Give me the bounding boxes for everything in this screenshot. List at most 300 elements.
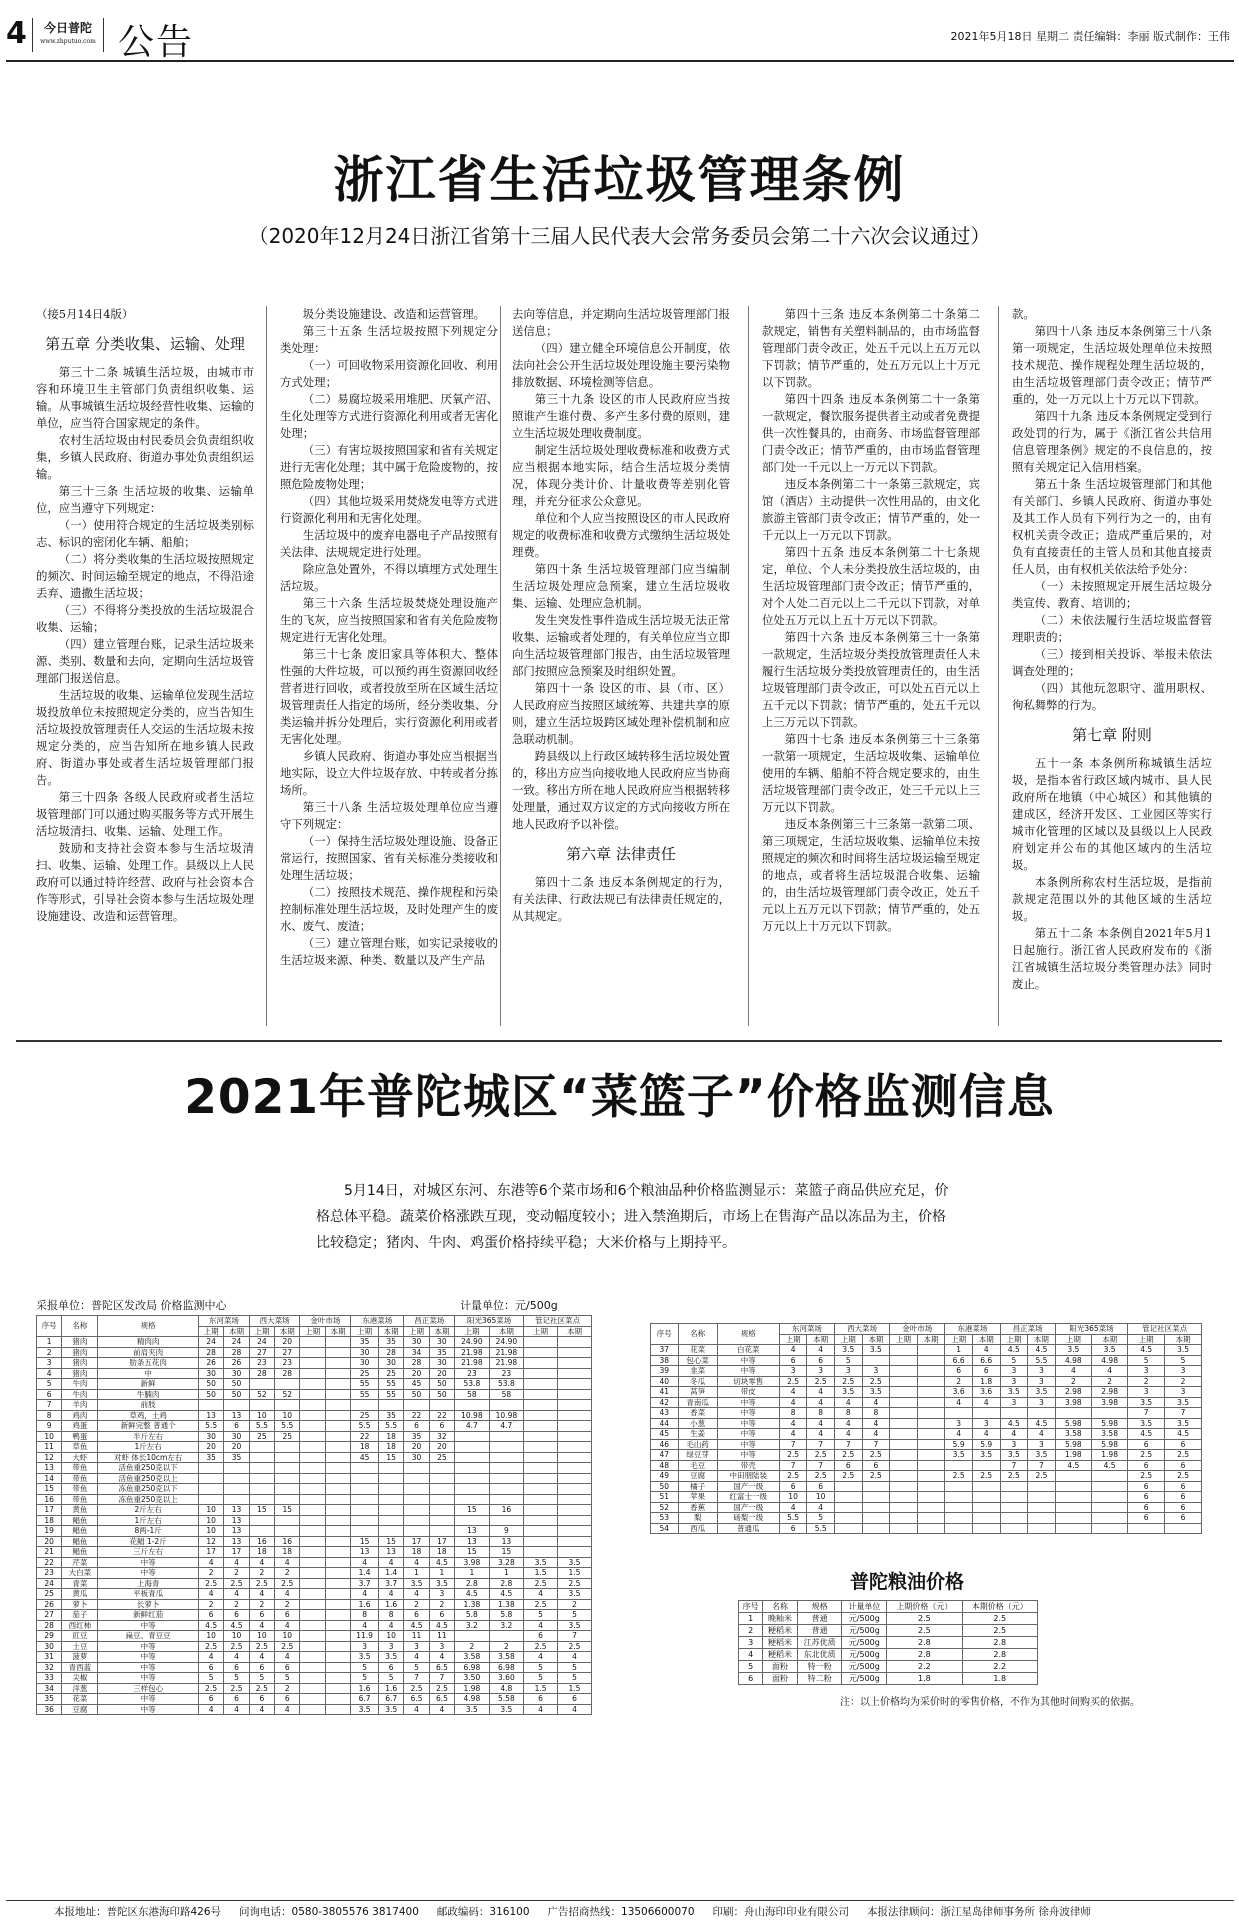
table-cell: 6: [1165, 1460, 1202, 1471]
table-cell: 30: [351, 1347, 379, 1358]
table-cell: 包心菜: [678, 1355, 717, 1366]
table-cell: 2: [739, 1625, 763, 1637]
col-header: 名称: [678, 1324, 717, 1345]
table-cell: 豆腐: [678, 1471, 717, 1482]
table-cell: 30: [224, 1368, 249, 1379]
table-cell: [198, 1400, 223, 1411]
table-row: [651, 1439, 1202, 1450]
article-paragraph: 生活垃圾中的废弃电器电子产品按照有关法律、法规规定进行处理。: [280, 528, 498, 559]
table-cell: 4: [249, 1557, 274, 1568]
table-cell: [834, 1523, 862, 1534]
table-cell: 青菜: [62, 1578, 98, 1589]
table-cell: 前肢: [98, 1400, 199, 1411]
table-cell: 芹菜: [62, 1557, 98, 1568]
table-cell: 45: [651, 1429, 679, 1440]
table-cell: 2: [1055, 1376, 1091, 1387]
table-cell: 中等: [98, 1694, 199, 1705]
grain-price-table: [738, 1600, 1038, 1685]
table-cell: [557, 1463, 591, 1474]
table-cell: [275, 1463, 300, 1474]
table-cell: [275, 1484, 300, 1495]
column-rule: [266, 306, 267, 1026]
table-cell: 23: [249, 1358, 274, 1369]
table-cell: 15: [275, 1505, 300, 1516]
table-cell: 16: [275, 1536, 300, 1547]
table-cell: [325, 1568, 350, 1579]
table-cell: [378, 1400, 403, 1411]
table-cell: [378, 1505, 403, 1516]
table-cell: 30: [404, 1337, 429, 1348]
table-cell: 2.5: [1128, 1471, 1165, 1482]
table-cell: 3: [1000, 1397, 1028, 1408]
table-cell: 中等: [98, 1557, 199, 1568]
table-cell: 2: [275, 1683, 300, 1694]
table-cell: 4: [945, 1429, 973, 1440]
table-cell: 21.98: [489, 1347, 524, 1358]
table-cell: [275, 1494, 300, 1505]
table-cell: 带鱼: [62, 1484, 98, 1495]
table-cell: 4: [779, 1345, 807, 1356]
table-cell: [489, 1631, 524, 1642]
table-cell: 27: [249, 1347, 274, 1358]
table-row: [651, 1460, 1202, 1471]
table-cell: 13: [455, 1526, 490, 1537]
table-cell: 3: [1128, 1366, 1165, 1377]
column-body: [762, 306, 980, 935]
table-cell: [890, 1513, 918, 1524]
table-cell: 元/500g: [842, 1637, 887, 1649]
footer-rule: [6, 1900, 1234, 1901]
table-row: [37, 1704, 592, 1715]
table-cell: 29: [37, 1631, 62, 1642]
col-header: 规格: [717, 1324, 779, 1345]
table-cell: [1091, 1513, 1127, 1524]
table-cell: [429, 1494, 454, 1505]
table-cell: 4: [378, 1589, 403, 1600]
table-cell: 1.5: [524, 1568, 558, 1579]
table-cell: [890, 1481, 918, 1492]
period-header: 本期: [429, 1326, 454, 1337]
table-row: [651, 1502, 1202, 1513]
table-cell: [300, 1568, 325, 1579]
table-row: [37, 1652, 592, 1663]
table-cell: 5: [1000, 1355, 1028, 1366]
column-body: [280, 306, 498, 969]
table-cell: [351, 1494, 379, 1505]
table-cell: 17: [429, 1536, 454, 1547]
table-cell: 红富士一级: [717, 1492, 779, 1503]
table-cell: 4: [972, 1345, 1000, 1356]
price-table-2: [650, 1323, 1202, 1534]
table-cell: 18: [429, 1547, 454, 1558]
source-label: 采报单位：普陀区发改局 价格监测中心: [36, 1299, 227, 1312]
table-cell: 7: [404, 1673, 429, 1684]
article-paragraph: （二）将分类收集的生活垃圾按照规定的频次、时间运输至规定的地点，不得沿途丢弃、遗撒生活垃圾；: [36, 552, 254, 600]
table-cell: 30: [198, 1431, 223, 1442]
table-cell: [489, 1484, 524, 1495]
table-cell: 7: [834, 1439, 862, 1450]
table-cell: [404, 1473, 429, 1484]
table-cell: 16: [489, 1505, 524, 1516]
table-cell: [325, 1484, 350, 1495]
table-cell: 苹果: [678, 1492, 717, 1503]
table-cell: 中等: [98, 1620, 199, 1631]
table-cell: 4: [862, 1397, 890, 1408]
table-cell: [489, 1473, 524, 1484]
article-paragraph: （三）不得将分类投放的生活垃圾混合收集、运输；: [36, 603, 254, 634]
table-cell: 粳稻米: [763, 1637, 798, 1649]
table-row: [37, 1673, 592, 1684]
table-cell: 元/500g: [842, 1649, 887, 1661]
table-cell: 2: [429, 1599, 454, 1610]
table-cell: [249, 1494, 274, 1505]
table-cell: 10: [224, 1631, 249, 1642]
table-cell: 5: [37, 1379, 62, 1390]
table-cell: [325, 1463, 350, 1474]
table-cell: [524, 1536, 558, 1547]
table-cell: 5.98: [1055, 1418, 1091, 1429]
table-cell: 3.5: [834, 1387, 862, 1398]
table-cell: 4: [807, 1387, 835, 1398]
table-cell: 10: [779, 1492, 807, 1503]
table-cell: 2: [455, 1641, 490, 1652]
table-cell: 30: [37, 1641, 62, 1652]
table-cell: [890, 1355, 918, 1366]
table-cell: 4: [378, 1620, 403, 1631]
table-cell: [455, 1452, 490, 1463]
table-cell: 2.5: [557, 1641, 591, 1652]
period-header: 本期: [1091, 1334, 1127, 1345]
date-line: 2021年5月18日 星期二 责任编辑：李丽 版式制作：王伟: [950, 30, 1230, 43]
table-cell: 55: [351, 1379, 379, 1390]
table-cell: [325, 1379, 350, 1390]
table-cell: 24: [37, 1578, 62, 1589]
table-cell: 冻鱼重250克以上: [98, 1494, 199, 1505]
period-header: 上期: [945, 1334, 973, 1345]
table-cell: 3.5: [351, 1704, 379, 1715]
table-cell: [325, 1400, 350, 1411]
table-cell: 35: [378, 1410, 403, 1421]
table-cell: 50: [429, 1379, 454, 1390]
table-cell: 5: [224, 1673, 249, 1684]
period-header: 上期: [1000, 1334, 1028, 1345]
table-cell: 3: [1028, 1397, 1056, 1408]
table-cell: 特一粉: [797, 1661, 842, 1673]
table-cell: [404, 1400, 429, 1411]
section-divider: [16, 1040, 1222, 1042]
table-cell: 肋条五花肉: [98, 1358, 199, 1369]
table-cell: 13: [378, 1547, 403, 1558]
table-cell: 2.5: [1028, 1471, 1056, 1482]
table-cell: 毛豆: [678, 1460, 717, 1471]
table-cell: 34: [37, 1683, 62, 1694]
article-paragraph: 第四十八条 违反本条例第三十八条第一项规定，生活垃圾处理单位未按照技术规范、操作规程处理生活垃圾的，由生活垃圾管理部门责令改正；情节严重的，处一万元以上十万元以下罚款。: [1012, 324, 1212, 406]
table-cell: 2.5: [524, 1578, 558, 1589]
price-table-1: [36, 1315, 592, 1715]
table-row: [37, 1379, 592, 1390]
table-cell: 4.7: [489, 1421, 524, 1432]
table-row: [651, 1355, 1202, 1366]
table-cell: 4.5: [1028, 1345, 1056, 1356]
table-cell: [524, 1379, 558, 1390]
table-cell: 9: [489, 1526, 524, 1537]
table-cell: 2.5: [807, 1471, 835, 1482]
table-cell: 58: [455, 1389, 490, 1400]
table-cell: 3.5: [524, 1557, 558, 1568]
article-paragraph: （三）建立管理台账，如实记录接收的生活垃圾来源、种类、数量以及产生产品: [280, 936, 498, 967]
table-cell: 1.6: [378, 1599, 403, 1610]
table-cell: [890, 1408, 918, 1419]
table-cell: 2.5: [198, 1683, 223, 1694]
table-cell: [557, 1484, 591, 1495]
table-cell: 5.98: [1091, 1439, 1127, 1450]
table-row: [37, 1431, 592, 1442]
table-cell: [404, 1484, 429, 1495]
table-row: [37, 1442, 592, 1453]
table-cell: 53: [651, 1513, 679, 1524]
table-cell: [1091, 1471, 1127, 1482]
market-header: 东河菜场: [198, 1316, 249, 1327]
table-cell: [300, 1379, 325, 1390]
table-row: [37, 1610, 592, 1621]
table-cell: 菠萝: [62, 1652, 98, 1663]
table-cell: [325, 1347, 350, 1358]
table-cell: [524, 1358, 558, 1369]
table-cell: 6: [1165, 1439, 1202, 1450]
table-cell: 6: [779, 1523, 807, 1534]
table-cell: 4: [429, 1652, 454, 1663]
table-cell: 14: [37, 1473, 62, 1484]
table-cell: 普通瓜: [717, 1523, 779, 1534]
table-cell: 牛腩肉: [98, 1389, 199, 1400]
table-cell: 15: [351, 1536, 379, 1547]
table-row: [37, 1526, 592, 1537]
table-cell: 3: [404, 1641, 429, 1652]
table-cell: 13: [224, 1526, 249, 1537]
table-cell: 香菜: [678, 1408, 717, 1419]
table-cell: 元/500g: [842, 1625, 887, 1637]
article-paragraph: （二）未依法履行生活垃圾监督管理职责的；: [1012, 613, 1212, 644]
table-cell: 13: [224, 1515, 249, 1526]
table-cell: 韭菜: [678, 1366, 717, 1377]
table-cell: [945, 1408, 973, 1419]
table-cell: [249, 1515, 274, 1526]
table-cell: 4: [779, 1502, 807, 1513]
table-cell: 2.8: [455, 1578, 490, 1589]
table-cell: 4: [807, 1345, 835, 1356]
table-row: [651, 1513, 1202, 1524]
table-row: [651, 1523, 1202, 1534]
table-cell: 13: [455, 1536, 490, 1547]
table-cell: 鲳鱼: [62, 1536, 98, 1547]
table-cell: 2.5: [887, 1613, 962, 1625]
table-cell: [524, 1431, 558, 1442]
table-cell: 7: [779, 1439, 807, 1450]
table-cell: 20: [404, 1442, 429, 1453]
table-cell: [325, 1389, 350, 1400]
table-cell: 6.7: [351, 1694, 379, 1705]
table-cell: [862, 1513, 890, 1524]
table-cell: 3.58: [1091, 1429, 1127, 1440]
table-cell: [1028, 1523, 1056, 1534]
table-cell: 6.5: [429, 1694, 454, 1705]
table-cell: 2.5: [275, 1578, 300, 1589]
table-cell: 平板青瓜: [98, 1589, 199, 1600]
table-cell: 1.98: [1055, 1450, 1091, 1461]
table-cell: 青南瓜: [678, 1397, 717, 1408]
table-cell: [455, 1631, 490, 1642]
table-cell: 32: [429, 1431, 454, 1442]
table-cell: 4: [275, 1557, 300, 1568]
table-cell: 2.2: [962, 1661, 1037, 1673]
table-cell: 10: [275, 1410, 300, 1421]
table-cell: 4.5: [1000, 1418, 1028, 1429]
table-cell: 5: [378, 1673, 403, 1684]
table-cell: 3: [1165, 1387, 1202, 1398]
table-cell: 冬瓜: [678, 1376, 717, 1387]
table-cell: 6: [972, 1366, 1000, 1377]
article-column-1: [36, 306, 254, 1026]
table-cell: [557, 1379, 591, 1390]
article-paragraph: 跨县级以上行政区域转移生活垃圾处置的，移出方应当向接收地人民政府应当协商一致。移出方所在地人民政府应当根据转移处理量，通过双方议定的方式向接收方所在地人民政府予以补偿。: [512, 749, 730, 831]
table-cell: 20: [37, 1536, 62, 1547]
table-cell: 18: [37, 1515, 62, 1526]
table-cell: 1.98: [1091, 1450, 1127, 1461]
table-cell: [1028, 1492, 1056, 1503]
table-cell: [917, 1376, 945, 1387]
table-cell: 绿豆芽: [678, 1450, 717, 1461]
table-cell: [1028, 1481, 1056, 1492]
article-paragraph: （三）接到相关投诉、举报未依法调查处理的；: [1012, 647, 1212, 678]
table-cell: 33: [37, 1673, 62, 1684]
table-cell: [557, 1473, 591, 1484]
table-cell: 6: [739, 1673, 763, 1685]
table-cell: [557, 1368, 591, 1379]
table-cell: 5: [404, 1662, 429, 1673]
table-cell: [198, 1463, 223, 1474]
table-cell: [300, 1400, 325, 1411]
table-cell: 20: [275, 1337, 300, 1348]
table-cell: 4: [834, 1418, 862, 1429]
table-cell: [455, 1442, 490, 1453]
table-cell: [300, 1358, 325, 1369]
table-cell: 带鱼: [62, 1494, 98, 1505]
table-cell: 30: [224, 1431, 249, 1442]
table-cell: [557, 1410, 591, 1421]
table-cell: 40: [651, 1376, 679, 1387]
table-cell: [325, 1694, 350, 1705]
article-paragraph: 本条例所称农村生活垃圾，是指前款规定范围以外的其他区域的生活垃圾。: [1012, 875, 1212, 923]
table-cell: 18: [249, 1547, 274, 1558]
table-cell: 3.28: [489, 1557, 524, 1568]
table-cell: 5.58: [489, 1694, 524, 1705]
table-cell: 52: [275, 1389, 300, 1400]
table-cell: 15: [455, 1505, 490, 1516]
table-cell: [224, 1463, 249, 1474]
col-header: 本期价格（元）: [962, 1601, 1037, 1613]
table-cell: [917, 1471, 945, 1482]
table-cell: 6: [1128, 1481, 1165, 1492]
table-cell: 55: [378, 1389, 403, 1400]
table-cell: 6: [224, 1662, 249, 1673]
table-cell: 4: [351, 1589, 379, 1600]
table-cell: 49: [651, 1471, 679, 1482]
table-cell: 4: [779, 1397, 807, 1408]
article-column-2: [280, 306, 498, 1026]
table-cell: [557, 1526, 591, 1537]
period-header: 本期: [557, 1326, 591, 1337]
table-cell: 新鲜红茄: [98, 1610, 199, 1621]
table-cell: 1: [455, 1568, 490, 1579]
table-cell: 3.5: [1165, 1345, 1202, 1356]
table-cell: 10: [198, 1631, 223, 1642]
table-cell: 17: [198, 1547, 223, 1558]
table-cell: [917, 1492, 945, 1503]
table-cell: [1091, 1523, 1127, 1534]
table-cell: [325, 1473, 350, 1484]
table-cell: [834, 1513, 862, 1524]
table-cell: 31: [37, 1652, 62, 1663]
chapter-heading: 第五章 分类收集、运输、处理: [45, 335, 245, 353]
table-cell: 粳稻米: [763, 1625, 798, 1637]
table-cell: [378, 1473, 403, 1484]
table-cell: [890, 1439, 918, 1450]
table-cell: [325, 1557, 350, 1568]
table-cell: [455, 1515, 490, 1526]
article-paragraph: 鼓励和支持社会资本参与生活垃圾清扫、收集、运输、处理工作。县级以上人民政府可以通过特许经营、政府与社会资本合作等形式，引导社会资本参与生活垃圾处理设施建设、改造和运营管理。: [36, 841, 254, 923]
table-cell: 47: [651, 1450, 679, 1461]
table-cell: 23: [275, 1358, 300, 1369]
table-cell: 2.8: [489, 1578, 524, 1589]
table-cell: 土豆: [62, 1641, 98, 1652]
table-cell: [325, 1652, 350, 1663]
table-cell: 6: [198, 1662, 223, 1673]
table-cell: 4: [275, 1704, 300, 1715]
table-cell: [351, 1505, 379, 1516]
footer: [54, 1904, 1109, 1919]
table-cell: [249, 1379, 274, 1390]
table-row: [651, 1492, 1202, 1503]
table-cell: [1055, 1523, 1091, 1534]
table-cell: 3: [779, 1366, 807, 1377]
table-cell: 2.5: [962, 1613, 1037, 1625]
table-cell: [489, 1494, 524, 1505]
col-header: 序号: [37, 1316, 62, 1337]
table-cell: [862, 1492, 890, 1503]
table-cell: 30: [198, 1368, 223, 1379]
table-cell: 5: [1128, 1355, 1165, 1366]
table-cell: [489, 1515, 524, 1526]
table-cell: 2.5: [887, 1625, 962, 1637]
table-cell: [300, 1620, 325, 1631]
table-cell: 3: [1000, 1366, 1028, 1377]
table-cell: 2: [37, 1347, 62, 1358]
table-cell: 2.5: [198, 1578, 223, 1589]
table-cell: 粳稻米: [763, 1649, 798, 1661]
footer-item: 邮政编码：316100: [436, 1906, 530, 1918]
table-cell: 6: [275, 1694, 300, 1705]
table-cell: 4: [249, 1589, 274, 1600]
table-cell: 6: [807, 1355, 835, 1366]
table-cell: 黄鱼: [62, 1505, 98, 1516]
period-header: 本期: [1165, 1334, 1202, 1345]
table-cell: 5.5: [779, 1513, 807, 1524]
table-cell: 6: [275, 1662, 300, 1673]
table-row: [37, 1494, 592, 1505]
table-cell: 尖椒: [62, 1673, 98, 1684]
table-cell: 3.5: [862, 1345, 890, 1356]
article-paragraph: （二）易腐垃圾采用堆肥、厌氧产沼、生化处理等方式进行资源化利用或者无害化处理；: [280, 392, 498, 440]
